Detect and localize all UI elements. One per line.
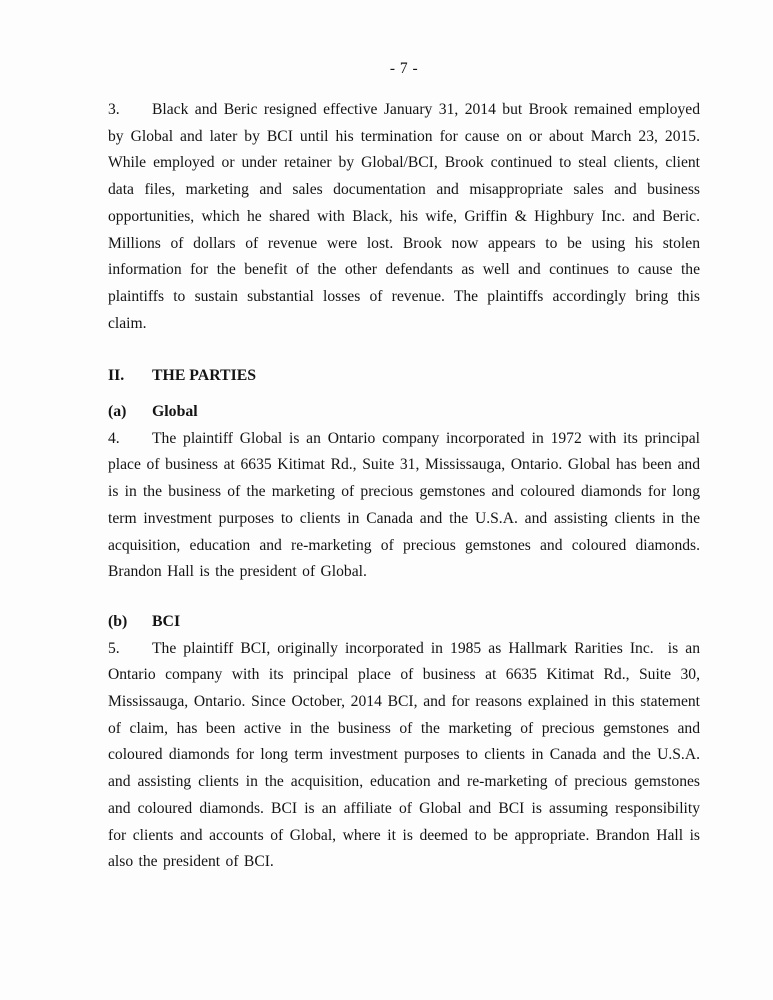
paragraph-3-number: 3. bbox=[108, 101, 120, 118]
paragraph-3-text: Black and Beric resigned effective January 31, 2014 but Brook remained employed by Global and later by BCI until his termination for cause on or about March 23, 2015. While employed or under retainer by Global/BCI, Brook continued to steal clients, client data files, marketing and sales documentation and misappropriate sales and business opportunities, which he shared with Black, his wife, Griffin & Highbury Inc. and Beric. Millions of dollars of revenue were lost. Brook now appears to be using his stolen information for the benefit of the other defendants as well and continues to cause the plaintiffs to sustain substantial losses of revenue. The plaintiffs accordingly bring this claim. bbox=[108, 101, 700, 332]
subsection-heading-bci bbox=[108, 609, 700, 636]
paragraph-3 bbox=[108, 97, 700, 337]
subsection-a-label: (a) bbox=[108, 403, 127, 421]
subsection-b-title: BCI bbox=[152, 612, 181, 630]
subsection-a-title: Global bbox=[152, 403, 198, 421]
paragraph-5-number: 5. bbox=[108, 639, 120, 657]
section-heading-label: II. bbox=[108, 367, 125, 385]
page-number: - 7 - bbox=[389, 60, 419, 77]
paragraph-4-text: The plaintiff Global is an Ontario company incorporated in 1972 with its principal place of business at 6635 Kitimat Rd., Suite 31, Mississauga, Ontario. Global has been and is in the business of the marketing of precious gemstones and coloured diamonds for long term investment purposes to clients in Canada and the U.S.A. and assisting clients in the acquisition, education and re-marketing of precious gemstones and coloured diamonds. Brandon Hall is the president of Global. bbox=[108, 429, 700, 581]
section-heading-the-parties bbox=[108, 363, 700, 390]
paragraph-5-text: The plaintiff BCI, originally incorporated in 1985 as Hallmark Rarities Inc. is an Ontario company with its principal place of business at 6635 Kitimat Rd., Suite 30, Mississauga, Ontario. Since October, 2014 BCI, and for reasons explained in this statement of claim, has been active in the business of the marketing of precious gemstones and coloured diamonds for long term investment purposes to clients in Canada and the U.S.A. and assisting clients in the acquisition, education and re-marketing of precious gemstones and coloured diamonds. BCI is an affiliate of Global and BCI is assuming responsibility for clients and accounts of Global, where it is deemed to be appropriate. Brandon Hall is also the president of BCI. bbox=[108, 639, 700, 871]
paragraph-4-number: 4. bbox=[108, 429, 120, 447]
subsection-b-label: (b) bbox=[108, 612, 128, 630]
section-heading-title: THE PARTIES bbox=[152, 367, 257, 385]
paragraph-5 bbox=[108, 636, 700, 876]
paragraph-4 bbox=[108, 426, 700, 586]
subsection-heading-global bbox=[108, 399, 700, 426]
